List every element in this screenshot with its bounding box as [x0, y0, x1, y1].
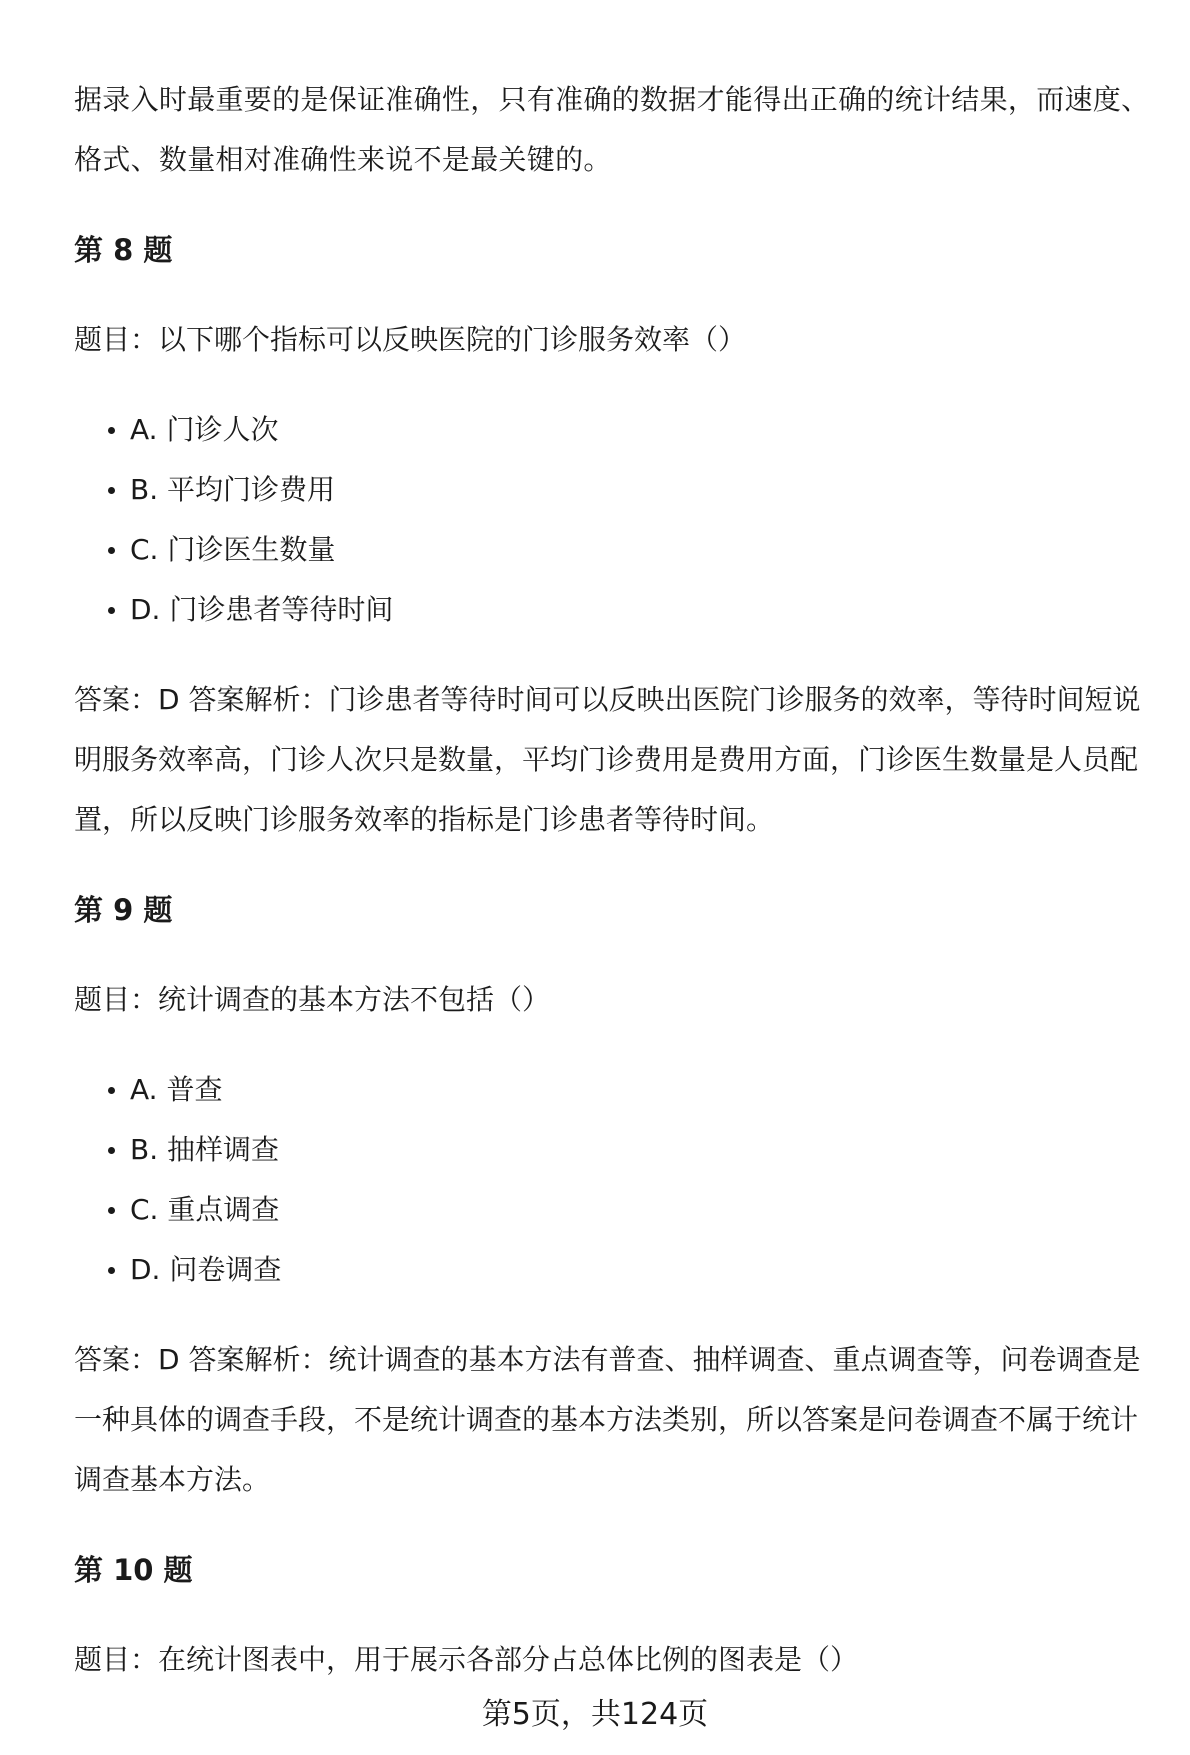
question-text: 题目：以下哪个指标可以反映医院的门诊服务效率（） [74, 323, 747, 356]
question-block-10 [74, 1540, 1164, 1690]
document-page [74, 70, 1164, 1720]
question-block-8 [74, 220, 1164, 850]
answer-explanation: 答案：D 答案解析：门诊患者等待时间可以反映出医院门诊服务的效率，等待时间短说明服务效率高，门诊人次只是数量，平均门诊费用是费用方面，门诊医生数量是人员配置，所以反映门诊服务效率的指标是门诊患者等待时间。 [74, 683, 1141, 836]
option-item: A. 普查 [108, 1060, 1164, 1120]
option-item: C. 重点调查 [108, 1180, 1164, 1240]
question-text: 题目：统计调查的基本方法不包括（） [74, 983, 551, 1016]
question-block-9 [74, 880, 1164, 1510]
option-item: A. 门诊人次 [108, 400, 1164, 460]
option-item: D. 问卷调查 [108, 1240, 1164, 1300]
question-text: 题目：在统计图表中，用于展示各部分占总体比例的图表是（） [74, 1643, 859, 1676]
option-item: C. 门诊医生数量 [108, 520, 1164, 580]
option-item: B. 平均门诊费用 [108, 460, 1164, 520]
option-list [74, 400, 1164, 640]
option-item: B. 抽样调查 [108, 1120, 1164, 1180]
intro-paragraph: 据录入时最重要的是保证准确性，只有准确的数据才能得出正确的统计结果，而速度、格式、数量相对准确性来说不是最关键的。 [74, 83, 1150, 176]
page-number-footer: 第5页，共124页 [481, 1697, 709, 1732]
question-heading: 第 9 题 [74, 893, 173, 927]
question-heading: 第 8 题 [74, 233, 173, 267]
option-item: D. 门诊患者等待时间 [108, 580, 1164, 640]
answer-explanation: 答案：D 答案解析：统计调查的基本方法有普查、抽样调查、重点调查等，问卷调查是一种具体的调查手段，不是统计调查的基本方法类别，所以答案是问卷调查不属于统计调查基本方法。 [74, 1343, 1141, 1496]
question-heading: 第 10 题 [74, 1553, 193, 1587]
option-list [74, 1060, 1164, 1300]
